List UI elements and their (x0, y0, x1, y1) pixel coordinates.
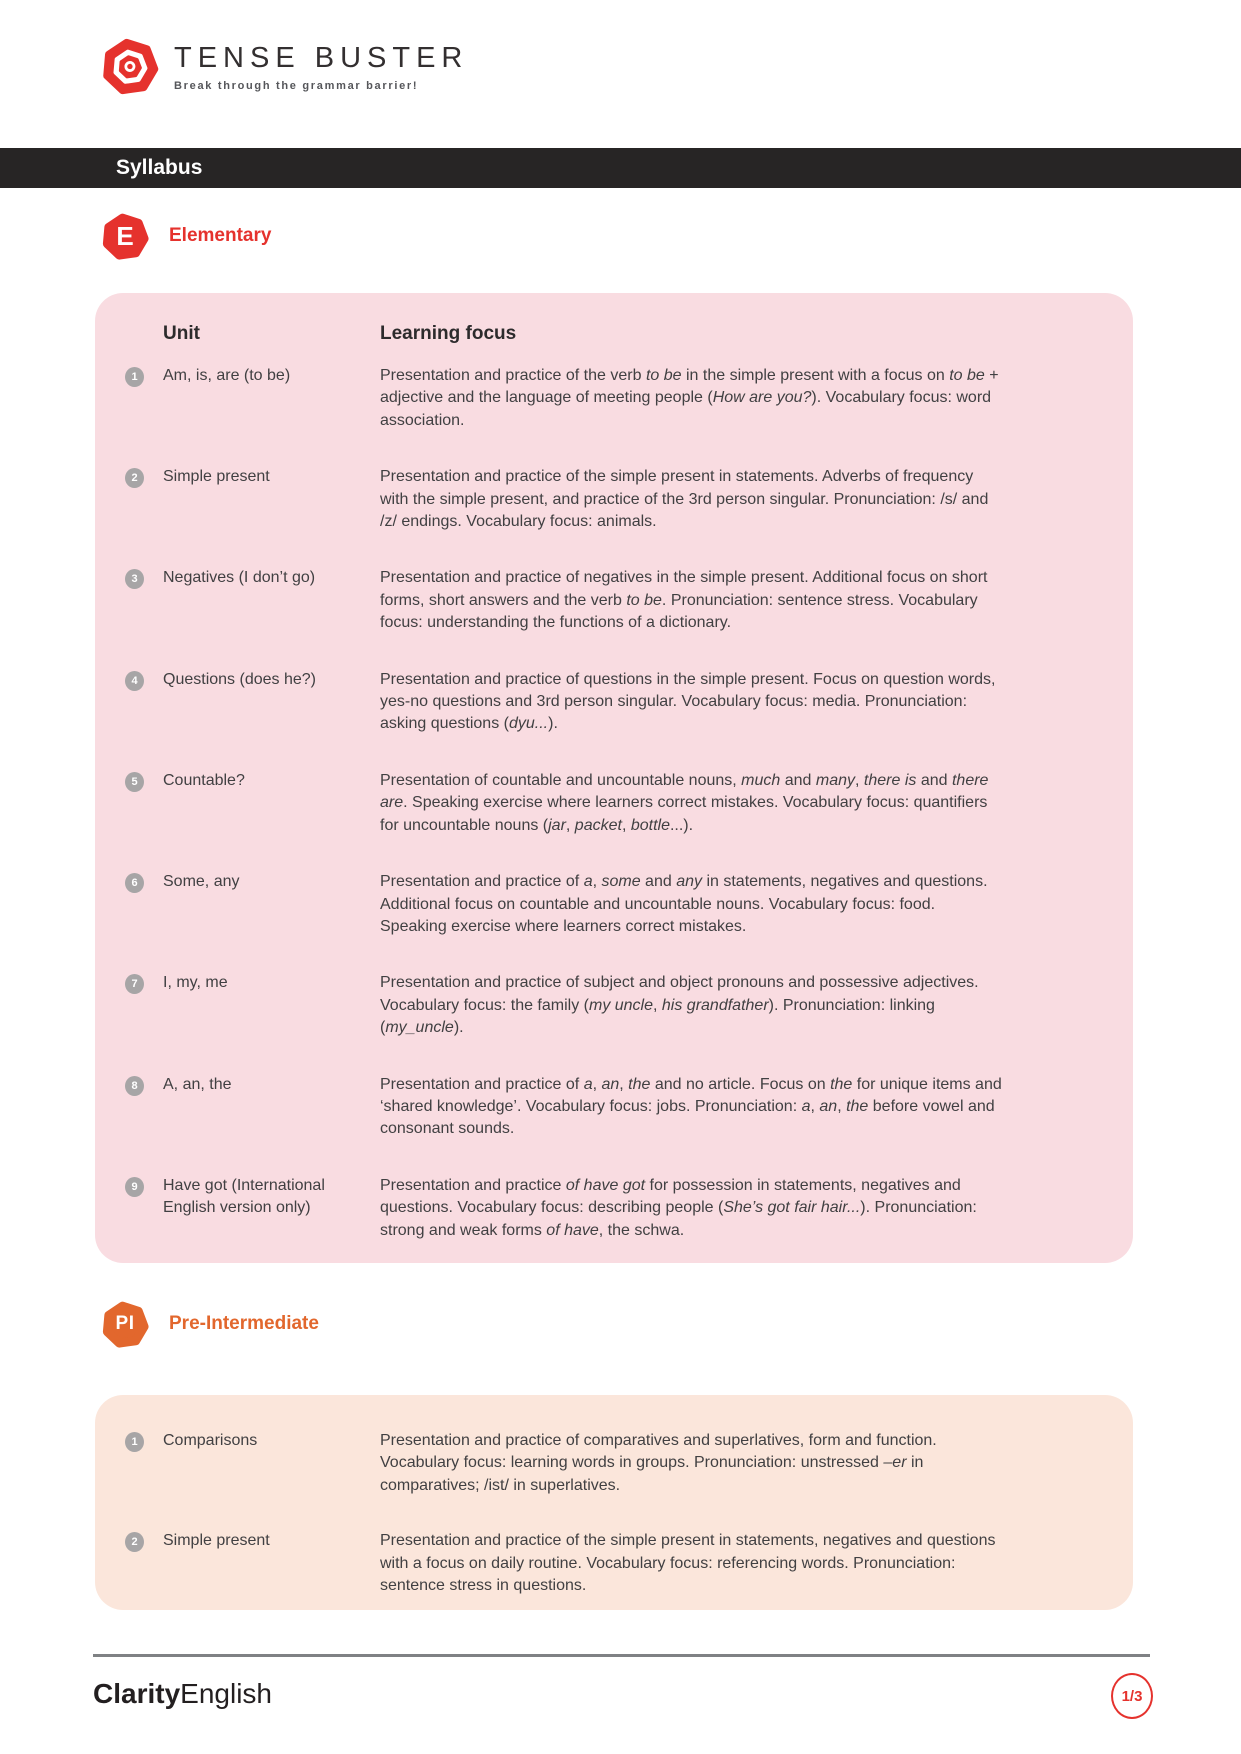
unit-number-cell (125, 1175, 163, 1197)
unit-name: Simple present (163, 1532, 270, 1550)
column-header-learning-focus: Learning focus (380, 323, 517, 344)
tense-buster-logo (99, 34, 468, 100)
section-head-elementary (99, 210, 271, 262)
section-head-pre-intermediate (99, 1298, 319, 1350)
unit-number-badge: 9 (125, 1177, 144, 1197)
pre-intermediate-syllabus-panel (95, 1395, 1133, 1610)
syllabus-row (125, 365, 1005, 432)
syllabus-row (125, 972, 1005, 1039)
unit-number-cell (125, 1430, 163, 1452)
page-header-bar (0, 148, 1241, 188)
unit-name: Countable? (163, 771, 245, 789)
syllabus-row (125, 1074, 1005, 1141)
syllabus-row (125, 466, 1005, 533)
logo-tagline: Break through the grammar barrier! (174, 80, 419, 92)
unit-name: Am, is, are (to be) (163, 367, 291, 384)
syllabus-row (125, 770, 1005, 837)
elementary-badge-letter: E (116, 220, 134, 251)
unit-number-badge: 8 (125, 1076, 144, 1096)
elementary-level-badge-icon (99, 210, 151, 262)
pre-intermediate-badge-letters: PI (115, 1313, 135, 1334)
unit-number-cell (125, 365, 163, 387)
learning-focus-text: Presentation and practice of the simple present in statements, negatives and questions with a focus on daily routine. Vocabulary focus: referencing words. Pronunciation: sentence stress in questions. (380, 1532, 996, 1595)
learning-focus-text: Presentation of countable and uncountable nouns, much and many, there is and there are. Speaking exercise where learners correct mistakes. Vocabulary focus: quantifiers for uncountable nouns (jar, packet, bottle...). (380, 771, 989, 834)
unit-number-badge: 1 (125, 1432, 144, 1452)
unit-number-cell (125, 1530, 163, 1552)
unit-name: I, my, me (163, 974, 228, 992)
learning-focus-text: Presentation and practice of questions in the simple present. Focus on question words, yes-no questions and 3rd person singular. Vocabulary focus: media. Pronunciation: asking questions (dyu...). (380, 670, 996, 733)
learning-focus-text: Presentation and practice of the verb to be in the simple present with a focus on to be + adjective and the language of meeting people (How are you?). Vocabulary focus: word association. (380, 367, 999, 429)
page-number-badge: 1/3 (1111, 1673, 1153, 1719)
learning-focus-text: Presentation and practice of the simple present in statements. Adverbs of frequency with the simple present, and practice of the 3rd person singular. Pronunciation: /s/ and /z/ endings. Vocabulary focus: animals. (380, 468, 989, 531)
unit-name: Comparisons (163, 1432, 258, 1449)
footer-divider (93, 1654, 1150, 1657)
elementary-syllabus-panel (95, 293, 1133, 1263)
clarity-english-logo (93, 1678, 272, 1710)
logo-title: TENSE BUSTER (174, 42, 469, 74)
unit-number-cell (125, 567, 163, 589)
unit-number-cell (125, 871, 163, 893)
unit-number-badge: 1 (125, 367, 144, 387)
unit-name: Negatives (I don’t go) (163, 569, 316, 587)
unit-name: A, an, the (163, 1075, 232, 1093)
section-title-elementary: Elementary (169, 225, 272, 246)
unit-name: Have got (International English version only) (163, 1176, 325, 1217)
section-title-pre-intermediate: Pre-Intermediate (169, 1313, 319, 1334)
unit-name: Some, any (163, 873, 240, 891)
elementary-rows (125, 365, 1005, 1242)
syllabus-row (125, 1530, 1005, 1597)
learning-focus-text: Presentation and practice of a, an, the and no article. Focus on the for unique items and ‘shared knowledge’. Vocabulary focus: jobs. Pronunciation: a, an, the before vowel and consonant sounds. (380, 1075, 1002, 1138)
syllabus-row (125, 669, 1005, 736)
unit-name: Simple present (163, 468, 270, 486)
learning-focus-text: Presentation and practice of subject and object pronouns and possessive adjectives. Vocabulary focus: the family (my uncle, his grandfather). Pronunciation: linking (my_uncle). (380, 974, 979, 1037)
learning-focus-text: Presentation and practice of negatives in the simple present. Additional focus on short forms, short answers and the verb to be. Pronunciation: sentence stress. Vocabulary focus: understanding the functions of a dictionary. (380, 569, 988, 632)
unit-number-badge: 2 (125, 1532, 144, 1552)
logo-text (174, 42, 468, 92)
page-title: Syllabus (116, 156, 203, 179)
pre-intermediate-rows (125, 1430, 1005, 1597)
unit-name: Questions (does he?) (163, 670, 316, 688)
unit-number-badge: 3 (125, 569, 144, 589)
learning-focus-text: Presentation and practice of comparatives and superlatives, form and function. Vocabulary focus: learning words in groups. Pronunciation: unstressed –er in comparatives; /ist/ in superlatives. (380, 1432, 937, 1494)
unit-number-cell (125, 770, 163, 792)
unit-number-badge: 2 (125, 468, 144, 488)
unit-number-cell (125, 1074, 163, 1096)
syllabus-row (125, 871, 1005, 938)
unit-number-badge: 6 (125, 873, 144, 893)
syllabus-row (125, 1175, 1005, 1242)
pre-intermediate-level-badge-icon (99, 1298, 151, 1350)
unit-number-cell (125, 972, 163, 994)
syllabus-row (125, 1430, 1005, 1497)
learning-focus-text: Presentation and practice of a, some and any in statements, negatives and questions. Additional focus on countable and uncountable nouns. Vocabulary focus: food. Speaking exercise where learners correct mistakes. (380, 873, 988, 935)
learning-focus-text: Presentation and practice of have got for possession in statements, negatives and questions. Vocabulary focus: describing people (She’s got fair hair...). Pronunciation: strong and weak forms of have, the schwa. (380, 1176, 977, 1239)
syllabus-row (125, 567, 1005, 634)
heptagon-target-icon (99, 34, 161, 100)
unit-number-badge: 7 (125, 974, 144, 994)
unit-number-cell (125, 669, 163, 691)
brand-english: English (180, 1678, 272, 1709)
table-column-headers (125, 322, 1005, 346)
brand-clarity: Clarity (93, 1678, 181, 1709)
unit-number-cell (125, 466, 163, 488)
column-header-unit: Unit (163, 323, 200, 344)
unit-number-badge: 4 (125, 671, 144, 691)
unit-number-badge: 5 (125, 772, 144, 792)
